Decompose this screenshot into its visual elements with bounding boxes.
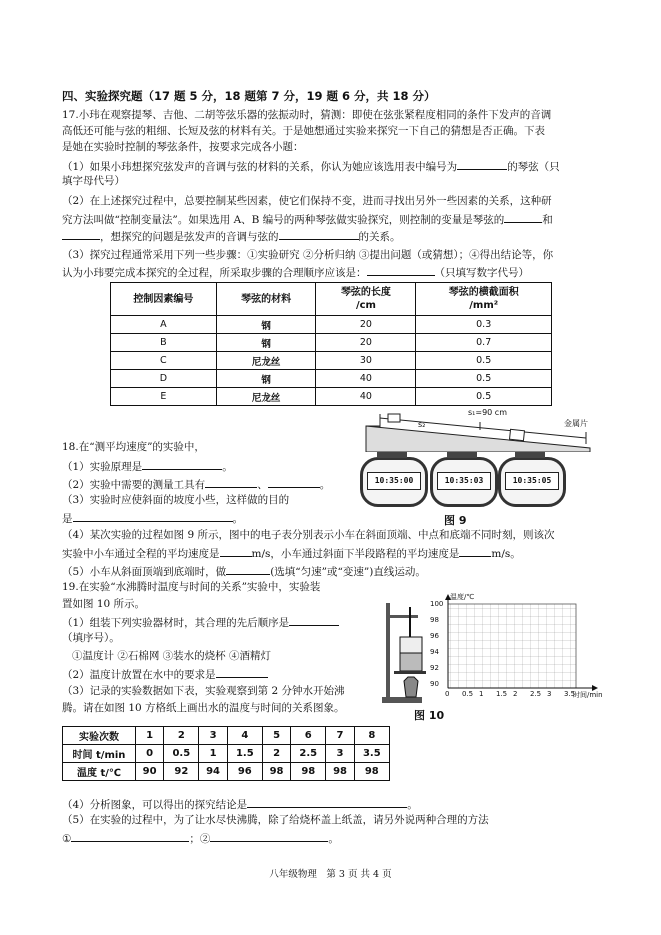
graph-x-label: 时间/min	[573, 691, 603, 699]
answer-blank[interactable]	[226, 563, 270, 575]
x-tick-label: 0	[445, 690, 450, 698]
y-tick-label: 92	[430, 664, 439, 672]
header-cell: 控制因素编号	[111, 283, 217, 316]
q19-part1-b: （填序号）。	[62, 632, 120, 644]
table-cell: 3	[326, 745, 354, 763]
stopwatch-icon	[498, 457, 566, 507]
table-cell: E	[111, 388, 217, 406]
q17-line-1: 17.小玮在观察提琴、吉他、二胡等弦乐器的弦振动时，猜测：即使在弦张紧程度相同的条件下发声的音调	[62, 109, 552, 121]
table-cell: 20	[316, 334, 416, 352]
header-unit: /cm	[355, 300, 376, 311]
table-cell: 0.5	[164, 745, 199, 763]
q17-part3-b	[62, 264, 529, 280]
q19-intro-1: 19.在实验“水沸腾时温度与时间的关系”实验中，实验装	[62, 581, 321, 593]
table-cell: 3	[199, 727, 227, 745]
q17-part2-text-d: ，想探究的问题是弦发声的音调与弦的	[100, 231, 279, 243]
x-tick-label: 2	[513, 690, 518, 698]
clock-time: 10:35:03	[437, 472, 491, 490]
table-cell: A	[111, 316, 217, 334]
q19-part1-text: （1）组装下列实验器材时，其合理的先后顺序是	[62, 617, 290, 629]
q17-part1-cont: 填字母代号）	[62, 175, 125, 187]
q19-part5-label-2: ；②	[189, 833, 211, 845]
q18-part2	[62, 476, 330, 492]
table-cell: 5	[262, 727, 290, 745]
boiling-apparatus-figure	[376, 597, 426, 705]
table-cell: 4	[227, 727, 262, 745]
s1-label: s₁=90 cm	[468, 408, 507, 417]
row-label: 时间 t/min	[63, 745, 136, 763]
table-cell: 40	[316, 388, 416, 406]
x-tick-label: 3.5	[564, 690, 576, 698]
answer-blank[interactable]	[210, 830, 328, 842]
x-tick-label: 1	[479, 690, 484, 698]
answer-blank[interactable]	[220, 545, 252, 557]
figure-10-label: 图 10	[414, 709, 445, 722]
table-cell: 1	[199, 745, 227, 763]
q17-part1-text-b: 的琴弦（只	[507, 161, 560, 173]
q19-part2	[62, 666, 268, 682]
q17-line-3: 是她在实验时控制的琴弦条件，按要求完成各小题：	[62, 141, 304, 153]
q19-part5-label-1: ①	[62, 833, 72, 845]
clock-time: 10:35:05	[505, 472, 559, 490]
header-unit: /mm²	[469, 300, 499, 311]
table-cell: B	[111, 334, 217, 352]
q17-part2-text-e: 的关系。	[358, 231, 401, 243]
temperature-graph	[426, 592, 656, 702]
table-cell: 94	[199, 763, 227, 781]
q19-part1	[62, 614, 339, 630]
table-cell: 98	[262, 763, 290, 781]
q17-line-2: 高低还可能与弦的粗细、长短及弦的材料有关。于是她想通过实验来探究一下自己的猜想是否正确。下表	[62, 125, 545, 137]
x-tick-label: 3	[547, 690, 552, 698]
table-cell: 0.5	[416, 370, 552, 388]
header-cell	[416, 283, 552, 316]
table-cell: 90	[136, 763, 164, 781]
table-cell: 0.7	[416, 334, 552, 352]
header-cell	[316, 283, 416, 316]
table-row	[111, 352, 552, 370]
table-row	[111, 388, 552, 406]
y-tick-label: 100	[430, 600, 444, 608]
y-tick-label: 96	[430, 632, 439, 640]
header-text: 琴弦的长度	[340, 287, 391, 298]
answer-blank[interactable]	[459, 545, 491, 557]
table-cell: 1.5	[227, 745, 262, 763]
q17-part3-text: 认为小玮要完成本探究的全过程，所采取步骤的合理顺序应该是：	[62, 267, 367, 279]
section-title: 四、实验探究题（17 题 5 分，18 题第 7 分，19 题 6 分，共 18 分）	[62, 89, 436, 103]
table-cell: C	[111, 352, 217, 370]
table-row	[111, 316, 552, 334]
table-cell: 8	[354, 727, 389, 745]
table-cell: 0	[136, 745, 164, 763]
q19-part3-b: 腾。请在如图 10 方格纸上画出水的温度与时间的关系图象。	[62, 702, 345, 714]
answer-blank[interactable]	[457, 158, 507, 170]
q18-part5-text-b: (选填“匀速”或“变速”)直线运动。	[270, 566, 426, 578]
q17-part2-b	[62, 211, 553, 227]
q18-part4-text-c: m/s，小车通过斜面下半段路程的平均速度是	[251, 548, 460, 560]
table-row	[111, 370, 552, 388]
y-tick-label: 90	[430, 680, 439, 688]
q18-part4-text-d: m/s。	[491, 548, 521, 560]
table-cell: 尼龙丝	[216, 352, 316, 370]
q18-part3-end: 。	[232, 513, 243, 525]
q17-table	[110, 282, 552, 406]
table-cell: 2	[262, 745, 290, 763]
page-footer: 八年级物理 第 3 页 共 4 页	[269, 869, 392, 880]
metal-label: 金属片	[564, 419, 588, 428]
header-cell: 琴弦的材料	[216, 283, 316, 316]
answer-blank[interactable]	[73, 510, 233, 522]
q17-part3: （3）探究过程通常采用下列一些步骤：①实验研究 ②分析归纳 ③提出问题（或猜想）；④得出结论等，你	[62, 249, 554, 261]
answer-blank[interactable]	[247, 796, 407, 808]
table-cell: 钢	[216, 334, 316, 352]
table-cell: 1	[136, 727, 164, 745]
row-label: 实验次数	[63, 727, 136, 745]
x-tick-label: 0.5	[462, 690, 474, 698]
q18-part1-text: （1）实验原理是	[62, 461, 143, 473]
table-cell: 40	[316, 370, 416, 388]
table-row	[63, 727, 390, 745]
q18-part2-end: 。	[319, 479, 331, 491]
q18-part2-text: （2）实验中需要的测量工具有	[62, 479, 206, 491]
header-text: 琴弦的横截面积	[448, 287, 519, 298]
q18-part5	[62, 563, 426, 579]
q17-part3-text-c: （只填写数字代号）	[434, 267, 529, 279]
answer-blank[interactable]	[71, 830, 189, 842]
table-cell: 0.3	[416, 316, 552, 334]
row-label: 温度 t/℃	[63, 763, 136, 781]
q19-part4-text: （4）分析图象，可以得出的探究结论是	[62, 799, 248, 811]
q19-intro-2: 置如图 10 所示。	[62, 598, 146, 610]
table-row	[63, 763, 390, 781]
q19-part5: （5）在实验的过程中，为了让水尽快沸腾，除了给烧杯盖上纸盖，请另外说两种合理的方法	[62, 814, 489, 826]
q19-part5-end: 。	[328, 833, 339, 845]
answer-blank[interactable]	[268, 476, 320, 488]
table-row	[63, 745, 390, 763]
q18-part1	[62, 458, 233, 474]
q18-part3: （3）实验时应使斜面的坡度小些，这样做的目的	[62, 494, 290, 506]
stopwatch-icon	[360, 457, 428, 507]
q17-part2-and: 和	[542, 214, 553, 226]
q17-part2-c	[62, 228, 401, 244]
answer-blank[interactable]	[504, 211, 542, 223]
x-tick-label: 1.5	[496, 690, 508, 698]
q18-part2-sep: 、	[257, 479, 268, 491]
table-header-row	[111, 283, 552, 316]
table-cell: 98	[354, 763, 389, 781]
answer-blank[interactable]	[205, 476, 257, 488]
table-cell: 钢	[216, 316, 316, 334]
s2-label: s₂	[418, 420, 426, 429]
table-cell: 2.5	[291, 745, 326, 763]
table-cell: 2	[164, 727, 199, 745]
y-tick-label: 94	[430, 648, 439, 656]
q18-part4: （4）某次实验的过程如图 9 所示，图中的电子表分别表示小车在斜面顶端、中点和底端不同时刻，则该次	[62, 529, 555, 541]
answer-blank[interactable]	[279, 228, 359, 240]
q19-part1-options: ①温度计 ②石棉网 ③装水的烧杯 ④酒精灯	[72, 650, 272, 662]
table-cell: 98	[326, 763, 354, 781]
table-row	[111, 334, 552, 352]
table-cell: 96	[227, 763, 262, 781]
q18-part3-text: 是	[62, 513, 73, 525]
table-cell: 6	[291, 727, 326, 745]
table-cell: 30	[316, 352, 416, 370]
answer-blank[interactable]	[142, 458, 222, 470]
q19-data-table	[62, 726, 390, 781]
q17-part1	[62, 158, 560, 174]
q18-intro: 18.在“测平均速度”的实验中，	[62, 441, 205, 453]
x-tick-label: 2.5	[530, 690, 542, 698]
q17-part1-text: （1）如果小玮想探究弦发声的音调与弦的材料的关系，你认为她应该选用表中编号为	[62, 161, 458, 173]
clock-time: 10:35:00	[367, 472, 421, 490]
q18-part4-b	[62, 545, 521, 561]
q19-part3: （3）记录的实验数据如下表，实验观察到第 2 分钟水开始沸	[62, 685, 345, 697]
table-cell: 20	[316, 316, 416, 334]
q19-part4-end: 。	[407, 799, 418, 811]
table-cell: 98	[291, 763, 326, 781]
q18-part1-end: 。	[222, 461, 233, 473]
table-cell: 0.5	[416, 352, 552, 370]
table-cell: 0.5	[416, 388, 552, 406]
q19-part4	[62, 796, 418, 812]
q17-part2-text: 究方法叫做“控制变量法”。如果选用 A、B 编号的两种琴弦做实验探究，则控制的变量是琴弦的	[62, 214, 505, 226]
table-cell: 钢	[216, 370, 316, 388]
q19-part5-answers	[62, 830, 339, 846]
answer-blank[interactable]	[367, 264, 435, 276]
table-cell: 尼龙丝	[216, 388, 316, 406]
answer-blank[interactable]	[289, 614, 339, 626]
table-cell: 3.5	[354, 745, 389, 763]
y-tick-label: 98	[430, 616, 439, 624]
stopwatch-icon	[430, 457, 498, 507]
table-cell: 92	[164, 763, 199, 781]
q17-part2: （2）在上述探究过程中，总要控制某些因素，使它们保持不变，进而寻找出另外一些因素的关系，这种研	[62, 195, 552, 207]
table-cell: D	[111, 370, 217, 388]
q18-part5-text: （5）小车从斜面顶端到底端时，做	[62, 566, 227, 578]
answer-blank[interactable]	[216, 666, 268, 678]
q18-part3-b	[62, 510, 243, 526]
table-cell: 7	[326, 727, 354, 745]
q18-part4-text: 实验中小车通过全程的平均速度是	[62, 548, 220, 560]
figure-9-label: 图 9	[444, 514, 467, 527]
graph-y-label: 温度/℃	[450, 593, 475, 601]
q19-part2-text: （2）温度计放置在水中的要求是	[62, 669, 216, 681]
answer-blank[interactable]	[62, 228, 100, 240]
